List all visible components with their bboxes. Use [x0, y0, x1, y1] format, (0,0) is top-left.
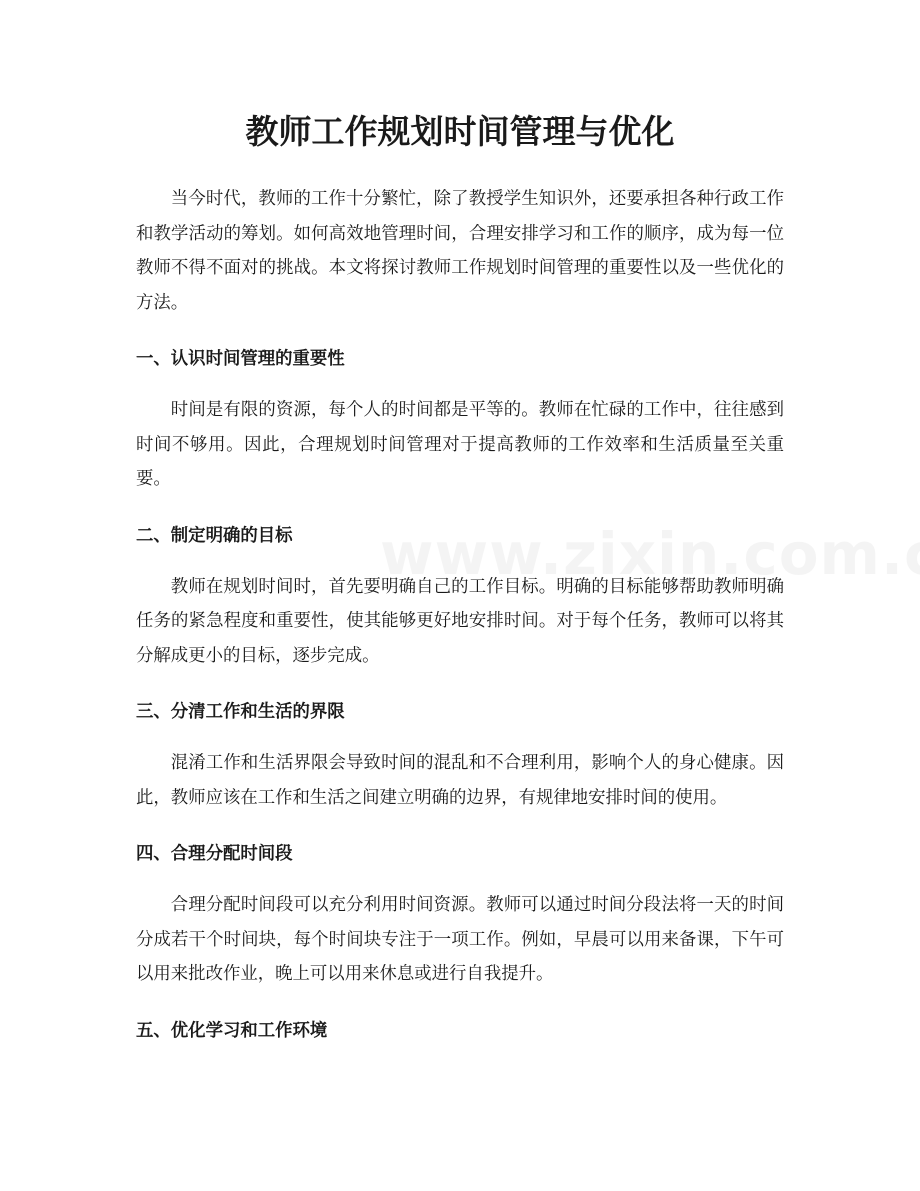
section-1-heading: 一、认识时间管理的重要性	[136, 349, 345, 369]
document-title: 教师工作规划时间管理与优化	[245, 112, 675, 151]
section-3-paragraph: 混淆工作和生活界限会导致时间的混乱和不合理利用，影响个人的身心健康。因此，教师应该在工作和生活之间建立明确的边界，有规律地安排时间的使用。	[136, 753, 784, 808]
section-4-paragraph: 合理分配时间段可以充分利用时间资源。教师可以通过时间分段法将一天的时间分成若干个时间块，每个时间块专注于一项工作。例如，早晨可以用来备课，下午可以用来批改作业，晚上可以用来休息或进行自我提升。	[136, 895, 784, 984]
section-4-heading: 四、合理分配时间段	[136, 844, 293, 864]
section-2-paragraph: 教师在规划时间时，首先要明确自己的工作目标。明确的目标能够帮助教师明确任务的紧急程度和重要性，使其能够更好地安排时间。对于每个任务，教师可以将其分解成更小的目标，逐步完成。	[136, 576, 784, 666]
section-2-heading: 二、制定明确的目标	[136, 525, 293, 546]
intro-paragraph: 当今时代，教师的工作十分繁忙，除了教授学生知识外，还要承担各种行政工作和教学活动的筹划。如何高效地管理时间，合理安排学习和工作的顺序，成为每一位教师不得不面对的挑战。本文将探讨教师工作规划时间管理的重要性以及一些优化的方法。	[136, 189, 784, 313]
section-1-paragraph: 时间是有限的资源，每个人的时间都是平等的。教师在忙碌的工作中，往往感到时间不够用。因此，合理规划时间管理对于提高教师的工作效率和生活质量至关重要。	[136, 400, 784, 489]
section-5-heading: 五、优化学习和工作环境	[136, 1020, 328, 1041]
document-body	[136, 182, 784, 1045]
section-3-heading: 三、分清工作和生活的界限	[136, 702, 345, 722]
